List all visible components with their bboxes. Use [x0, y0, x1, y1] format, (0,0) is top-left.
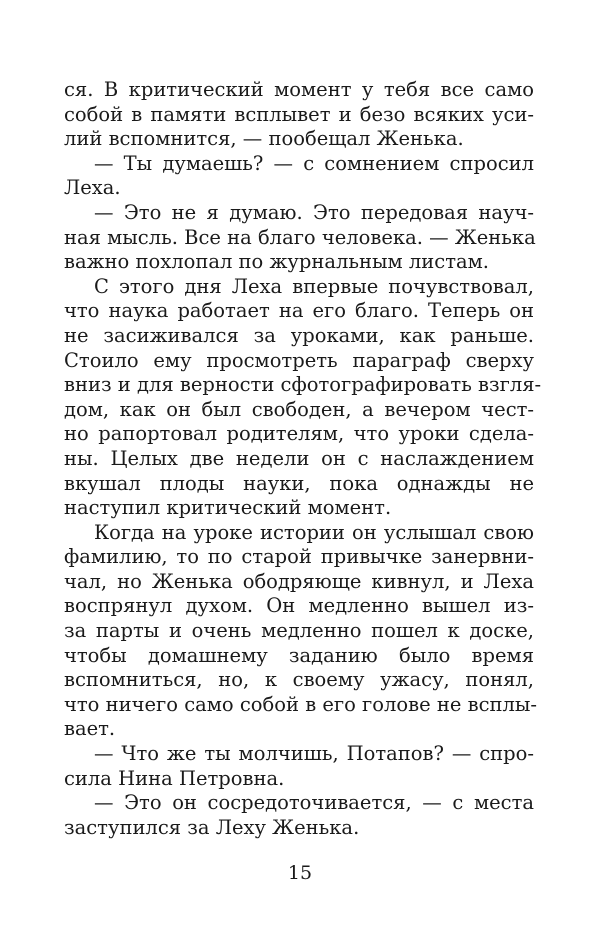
- text-line: — Что же ты молчишь, Потапов? — спро-: [94, 742, 534, 766]
- text-line: ны. Целых две недели он с наслаждением: [64, 446, 534, 470]
- text-line: не засиживался за уроками, как раньше.: [64, 323, 534, 347]
- text-line: дом, как он был свободен, а вечером чест-: [64, 397, 534, 421]
- text-line: — Это не я думаю. Это передовая науч-: [94, 200, 534, 224]
- text-line: важно похлопал по журнальным листам.: [64, 250, 489, 274]
- text-line: что ничего само собой в его голове не всплы-: [64, 692, 537, 716]
- text-line: что наука работает на его благо. Теперь он: [64, 299, 534, 323]
- text-line: но рапортовал родителям, что уроки сдела-: [64, 422, 534, 446]
- text-line: вкушал плоды науки, пока однажды не: [64, 471, 534, 495]
- text-line: ная мысль. Все на благо человека. — Женька: [64, 225, 536, 249]
- text-line: за парты и очень медленно пошел к доске,: [64, 619, 534, 643]
- text-line: вает.: [64, 717, 116, 741]
- page-number: 15: [287, 862, 313, 884]
- text-line: собой в памяти всплывет и безо всяких уси-: [64, 102, 534, 126]
- text-line: Стоило ему просмотреть параграф сверху: [64, 348, 534, 372]
- text-line: чал, но Женька ободряюще кивнул, и Леха: [64, 569, 534, 593]
- text-line: — Это он сосредоточивается, — с места: [94, 791, 534, 815]
- text-line: наступил критический момент.: [64, 496, 392, 520]
- text-line: вспомниться, но, к своему ужасу, понял,: [64, 668, 534, 692]
- text-line: фамилию, то по старой привычке занервни-: [64, 545, 534, 569]
- text-line: Леха.: [64, 176, 121, 200]
- text-line: заступился за Леху Женька.: [64, 815, 360, 839]
- text-line: чтобы домашнему заданию было время: [64, 643, 534, 667]
- text-line: воспрянул духом. Он медленно вышел из-: [64, 594, 534, 618]
- text-line: ся. В критический момент у тебя все само: [64, 78, 534, 101]
- text-line: лий вспомнится, — пообещал Женька.: [64, 127, 464, 151]
- text-line: С этого дня Леха впервые почувствовал,: [94, 274, 534, 298]
- body-text: [64, 78, 542, 840]
- text-line: Когда на уроке истории он услышал свою: [94, 520, 534, 544]
- text-line: сила Нина Петровна.: [64, 766, 285, 790]
- text-line: вниз и для верности сфотографировать взгля-: [64, 373, 542, 397]
- text-line: — Ты думаешь? — с сомнением спросил: [94, 151, 534, 175]
